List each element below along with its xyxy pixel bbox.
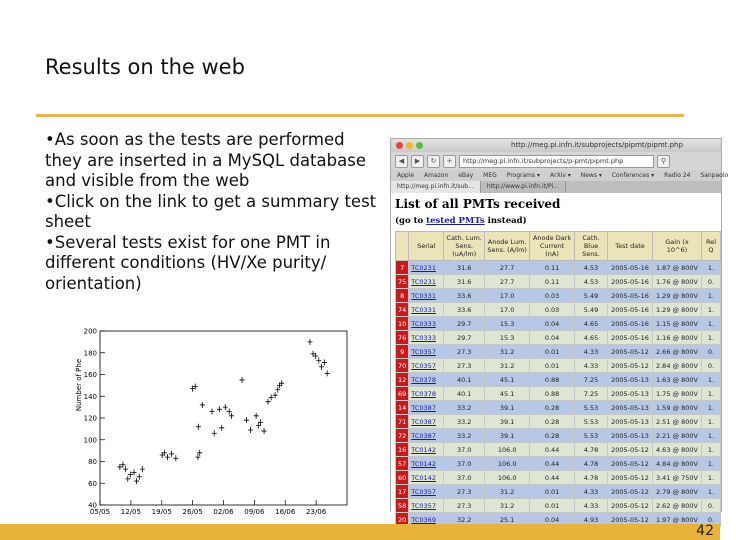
table-cell: 0.88 (530, 387, 575, 401)
table-cell: 27.7 (485, 275, 530, 289)
back-icon[interactable]: ◀ (395, 155, 408, 168)
pmt-table (395, 231, 721, 527)
table-cell: 0.01 (530, 359, 575, 373)
table-cell: 29.7 (444, 317, 485, 331)
row-id-cell: 71 (396, 415, 409, 429)
table-cell: 1. (701, 317, 720, 331)
row-id-cell: 12 (396, 373, 409, 387)
forward-icon[interactable]: ▶ (411, 155, 424, 168)
table-cell: 39.1 (485, 429, 530, 443)
table-cell: 0.04 (530, 331, 575, 345)
table-row (396, 401, 721, 415)
bookmark-item[interactable]: ArXiv ▾ (550, 172, 571, 179)
page-heading: List of all PMTs received (395, 197, 561, 211)
table-cell: 0.04 (530, 513, 575, 527)
tested-link-line (395, 216, 721, 226)
table-row (396, 331, 721, 345)
table-cell: 106.0 (485, 471, 530, 485)
row-id-cell: 74 (396, 303, 409, 317)
serial-link[interactable]: TC0333 (409, 331, 444, 345)
table-cell: 2.62 @ 800V (652, 499, 701, 513)
table-cell: 1.76 @ 800V (652, 275, 701, 289)
table-cell: 1. (701, 331, 720, 345)
table-cell: 4.33 (575, 359, 608, 373)
table-cell: 2005-05-16 (608, 289, 653, 303)
row-id-cell: 9 (396, 345, 409, 359)
table-cell: 1.97 @ 800V (652, 513, 701, 527)
table-cell: 1. (701, 387, 720, 401)
footer-bar (0, 524, 720, 540)
table-cell: 37.0 (444, 471, 485, 485)
y-tick-label: 80 (88, 458, 97, 466)
row-id-cell: 10 (396, 317, 409, 331)
table-cell: 1. (701, 303, 720, 317)
table-cell: 0. (701, 359, 720, 373)
table-cell: 1. (701, 401, 720, 415)
table-row (396, 471, 721, 485)
y-tick-label: 100 (83, 436, 97, 445)
table-header[interactable]: Rel Q (701, 232, 720, 261)
table-row (396, 485, 721, 499)
table-header[interactable]: Cath. Lum. Sens. (uA/lm) (444, 232, 485, 261)
table-cell: 1. (701, 289, 720, 303)
table-cell: 2005-05-12 (608, 471, 653, 485)
table-cell: 1. (701, 485, 720, 499)
serial-link[interactable]: TC0369 (409, 513, 444, 527)
table-cell: 4.78 (575, 443, 608, 457)
table-row (396, 457, 721, 471)
table-cell: 5.53 (575, 401, 608, 415)
table-cell: 0. (701, 275, 720, 289)
y-tick-label: 40 (88, 501, 97, 510)
table-cell: 0. (701, 513, 720, 527)
tab-infn-page[interactable]: http://www.pi.infn.it/Pi... (481, 181, 566, 193)
table-cell: 0.11 (530, 275, 575, 289)
table-cell: 4.65 (575, 317, 608, 331)
table-cell: 2005-05-13 (608, 401, 653, 415)
table-cell: 2005-05-13 (608, 373, 653, 387)
table-cell: 2.79 @ 800V (652, 485, 701, 499)
serial-link[interactable]: TC0142 (409, 457, 444, 471)
x-tick-label: 26/05 (182, 508, 203, 516)
table-cell: 45.1 (485, 387, 530, 401)
slide-title: Results on the web (45, 55, 245, 79)
table-cell: 2005-05-12 (608, 457, 653, 471)
table-row (396, 289, 721, 303)
table-cell: 15.3 (485, 317, 530, 331)
table-cell: 106.0 (485, 443, 530, 457)
serial-link[interactable]: TC0331 (409, 289, 444, 303)
serial-link[interactable]: TC0357 (409, 359, 444, 373)
table-cell: 0.88 (530, 373, 575, 387)
table-row (396, 317, 721, 331)
table-cell: 33.6 (444, 289, 485, 303)
x-tick-label: 09/06 (244, 508, 265, 516)
table-header[interactable]: Serial (409, 232, 444, 261)
table-cell: 1. (701, 415, 720, 429)
table-cell: 2.66 @ 800V (652, 345, 701, 359)
serial-link[interactable]: TC0231 (409, 261, 444, 275)
bookmark-item[interactable]: Amazon (424, 172, 449, 179)
bullet-list (45, 130, 385, 294)
table-cell: 27.7 (485, 261, 530, 275)
table-row (396, 275, 721, 289)
table-cell: 40.1 (444, 387, 485, 401)
bookmarks-bar (391, 170, 729, 181)
table-cell: 4.53 (575, 261, 608, 275)
table-cell: 4.65 (575, 331, 608, 345)
table-cell: 32.2 (444, 513, 485, 527)
table-cell: 5.53 (575, 415, 608, 429)
table-cell: 0.28 (530, 401, 575, 415)
table-cell: 1.87 @ 800V (652, 261, 701, 275)
table-row (396, 443, 721, 457)
row-id-cell: 60 (396, 471, 409, 485)
y-axis-label: Number of Phe (75, 358, 83, 412)
table-row (396, 303, 721, 317)
link-suffix: instead) (484, 216, 527, 226)
table-cell: 2005-05-12 (608, 499, 653, 513)
search-icon[interactable]: ⚲ (657, 155, 670, 168)
table-cell: 4.93 (575, 513, 608, 527)
bookmark-item[interactable]: eBay (458, 172, 474, 179)
table-cell: 1. (701, 471, 720, 485)
table-cell: 29.7 (444, 331, 485, 345)
table-header[interactable]: Cath. Blue Sens. (575, 232, 608, 261)
table-cell: 2005-05-16 (608, 317, 653, 331)
table-cell: 1. (701, 429, 720, 443)
row-id-cell: 76 (396, 331, 409, 345)
table-cell: 2.51 @ 800V (652, 415, 701, 429)
y-tick-label: 160 (83, 371, 97, 379)
row-id-cell: 75 (396, 275, 409, 289)
serial-link[interactable]: TC0142 (409, 471, 444, 485)
title-divider (36, 114, 684, 117)
web-page-content (391, 193, 721, 524)
browser-toolbar (391, 152, 721, 170)
table-cell: 2005-05-13 (608, 415, 653, 429)
table-cell: 27.3 (444, 359, 485, 373)
tab-bar (391, 181, 721, 193)
table-row (396, 345, 721, 359)
table-cell: 17.0 (485, 289, 530, 303)
table-cell: 1.29 @ 800V (652, 289, 701, 303)
close-icon[interactable] (396, 142, 403, 149)
serial-link[interactable]: TC0387 (409, 415, 444, 429)
table-cell: 2005-05-12 (608, 443, 653, 457)
table-cell: 5.53 (575, 429, 608, 443)
table-row (396, 373, 721, 387)
serial-link[interactable]: TC0231 (409, 275, 444, 289)
address-bar[interactable]: http://meg.pi.infn.it/subprojects/p-pmt/pipmt.php (459, 155, 654, 168)
x-tick-label: 05/05 (89, 508, 111, 516)
page-number: 42 (696, 523, 714, 539)
serial-link[interactable]: TC0142 (409, 443, 444, 457)
row-id-cell: 69 (396, 387, 409, 401)
serial-link[interactable]: TC0387 (409, 401, 444, 415)
x-tick-label: 16/06 (275, 508, 296, 516)
bookmark-item[interactable]: Programs ▾ (506, 172, 541, 179)
table-cell: 39.1 (485, 415, 530, 429)
table-cell: 37.0 (444, 443, 485, 457)
table-cell: 27.3 (444, 485, 485, 499)
serial-link[interactable]: TC0387 (409, 429, 444, 443)
table-cell: 0.01 (530, 345, 575, 359)
x-tick-label: 19/05 (151, 508, 172, 516)
table-cell: 27.3 (444, 499, 485, 513)
table-cell: 2005-05-12 (608, 345, 653, 359)
table-row (396, 261, 721, 275)
y-tick-label: 60 (88, 479, 97, 488)
minimize-icon[interactable] (406, 142, 413, 149)
table-cell: 4.63 @ 800V (652, 443, 701, 457)
table-cell: 31.2 (485, 485, 530, 499)
table-cell: 5.49 (575, 303, 608, 317)
table-cell: 2.21 @ 800V (652, 429, 701, 443)
table-cell: 1.59 @ 800V (652, 401, 701, 415)
serial-link[interactable]: TC0378 (409, 387, 444, 401)
table-cell: 2005-05-16 (608, 331, 653, 345)
table-cell: 0.04 (530, 317, 575, 331)
y-tick-label: 200 (83, 327, 97, 336)
table-row (396, 499, 721, 513)
row-id-cell: 14 (396, 401, 409, 415)
table-cell: 1. (701, 373, 720, 387)
bookmark-item[interactable]: MEG (483, 172, 497, 179)
add-bookmark-icon[interactable]: + (443, 155, 456, 168)
table-row (396, 359, 721, 373)
table-cell: 0. (701, 499, 720, 513)
link-prefix: (go to (395, 216, 427, 226)
table-cell: 33.2 (444, 415, 485, 429)
row-id-cell: 57 (396, 457, 409, 471)
table-cell: 7.25 (575, 373, 608, 387)
phe-scatter-svg (72, 325, 357, 518)
row-id-cell: 7 (396, 261, 409, 275)
table-cell: 2005-05-16 (608, 303, 653, 317)
phe-scatter-plot (72, 325, 357, 518)
table-cell: 3.41 @ 750V (652, 471, 701, 485)
table-header[interactable]: Anode Dark Current (nA) (530, 232, 575, 261)
table-cell: 0.11 (530, 261, 575, 275)
bullet-item: •Click on the link to get a summary test sheet (45, 191, 377, 231)
window-title: http://meg.pi.infn.it/subprojects/pipmt/pipmt.php (511, 141, 683, 149)
table-cell: 2005-05-16 (608, 261, 653, 275)
table-cell: 0.44 (530, 457, 575, 471)
table-cell: 4.84 @ 800V (652, 457, 701, 471)
row-id-cell: 16 (396, 443, 409, 457)
table-cell: 17.0 (485, 303, 530, 317)
table-row (396, 429, 721, 443)
browser-titlebar (391, 139, 721, 152)
bookmark-item[interactable]: Apple (397, 172, 415, 179)
table-cell: 4.33 (575, 485, 608, 499)
bookmark-item[interactable]: Radio 24 (664, 172, 691, 179)
table-row (396, 415, 721, 429)
table-header[interactable] (396, 232, 409, 261)
serial-link[interactable]: TC0333 (409, 317, 444, 331)
table-cell: 4.78 (575, 471, 608, 485)
table-cell: 2005-05-13 (608, 429, 653, 443)
serial-link[interactable]: TC0357 (409, 345, 444, 359)
table-cell: 0.03 (530, 289, 575, 303)
table-cell: 0.03 (530, 303, 575, 317)
table-cell: 2005-05-16 (608, 275, 653, 289)
table-cell: 1.15 @ 800V (652, 317, 701, 331)
table-cell: 4.33 (575, 345, 608, 359)
table-cell: 27.3 (444, 345, 485, 359)
tab-pmt-page[interactable]: http://meg.pi.infn.it/sub... (391, 181, 481, 193)
row-id-cell: 72 (396, 429, 409, 443)
table-cell: 0.01 (530, 485, 575, 499)
x-tick-label: 02/06 (213, 508, 234, 516)
table-cell: 33.6 (444, 303, 485, 317)
table-cell: 1. (701, 443, 720, 457)
bookmark-item[interactable]: News ▾ (580, 172, 602, 179)
table-cell: 31.6 (444, 275, 485, 289)
table-cell: 4.53 (575, 275, 608, 289)
bullet-item: •As soon as the tests are performed they are inserted in a MySQL database and visible from the web (45, 130, 366, 190)
table-cell: 37.0 (444, 457, 485, 471)
zoom-icon[interactable] (416, 142, 423, 149)
table-cell: 33.2 (444, 429, 485, 443)
x-tick-label: 23/06 (306, 508, 327, 516)
y-tick-label: 180 (83, 349, 97, 358)
row-id-cell: 70 (396, 359, 409, 373)
table-cell: 1.16 @ 800V (652, 331, 701, 345)
table-cell: 1. (701, 261, 720, 275)
row-id-cell: 20 (396, 513, 409, 527)
y-tick-label: 120 (83, 414, 97, 423)
row-id-cell: 58 (396, 499, 409, 513)
table-cell: 45.1 (485, 373, 530, 387)
table-cell: 0. (701, 345, 720, 359)
table-cell: 1. (701, 457, 720, 471)
table-cell: 5.49 (575, 289, 608, 303)
table-cell: 1.63 @ 800V (652, 373, 701, 387)
table-row (396, 387, 721, 401)
row-id-cell: 8 (396, 289, 409, 303)
x-tick-label: 12/05 (120, 508, 141, 516)
table-cell: 0.28 (530, 429, 575, 443)
table-cell: 31.2 (485, 359, 530, 373)
table-cell: 2.84 @ 800V (652, 359, 701, 373)
table-cell: 4.33 (575, 499, 608, 513)
table-cell: 31.2 (485, 499, 530, 513)
table-cell: 2005-05-12 (608, 359, 653, 373)
table-cell: 1.75 @ 800V (652, 387, 701, 401)
table-cell: 7.25 (575, 387, 608, 401)
table-cell: 33.2 (444, 401, 485, 415)
serial-link[interactable]: TC0331 (409, 303, 444, 317)
table-cell: 39.1 (485, 401, 530, 415)
browser-window (390, 138, 729, 524)
serial-link[interactable]: TC0357 (409, 499, 444, 513)
tested-pmts-link[interactable]: tested PMTs (426, 216, 485, 226)
bookmark-item[interactable]: Sanpaolo (700, 172, 729, 179)
table-cell: 31.6 (444, 261, 485, 275)
table-cell: 4.78 (575, 457, 608, 471)
table-cell: 25.1 (485, 513, 530, 527)
table-cell: 0.44 (530, 471, 575, 485)
table-header[interactable]: Anode Lum. Sens. (A/lm) (485, 232, 530, 261)
table-cell: 0.28 (530, 415, 575, 429)
table-cell: 0.44 (530, 443, 575, 457)
table-cell: 0.01 (530, 499, 575, 513)
table-cell: 106.0 (485, 457, 530, 471)
row-id-cell: 17 (396, 485, 409, 499)
bookmark-item[interactable]: Conferences ▾ (611, 172, 655, 179)
bullet-item: •Several tests exist for one PMT in different conditions (HV/Xe purity/ orientation) (45, 232, 331, 293)
reload-icon[interactable]: ↻ (427, 155, 440, 168)
table-cell: 2005-05-12 (608, 513, 653, 527)
table-cell: 2005-05-13 (608, 387, 653, 401)
y-tick-label: 140 (83, 392, 97, 401)
table-cell: 2005-05-12 (608, 485, 653, 499)
table-cell: 40.1 (444, 373, 485, 387)
table-cell: 15.3 (485, 331, 530, 345)
serial-link[interactable]: TC0378 (409, 373, 444, 387)
table-cell: 1.29 @ 800V (652, 303, 701, 317)
table-header[interactable]: Test date (608, 232, 653, 261)
table-cell: 31.2 (485, 345, 530, 359)
table-header[interactable]: Gain (x 10^6) (652, 232, 701, 261)
serial-link[interactable]: TC0357 (409, 485, 444, 499)
